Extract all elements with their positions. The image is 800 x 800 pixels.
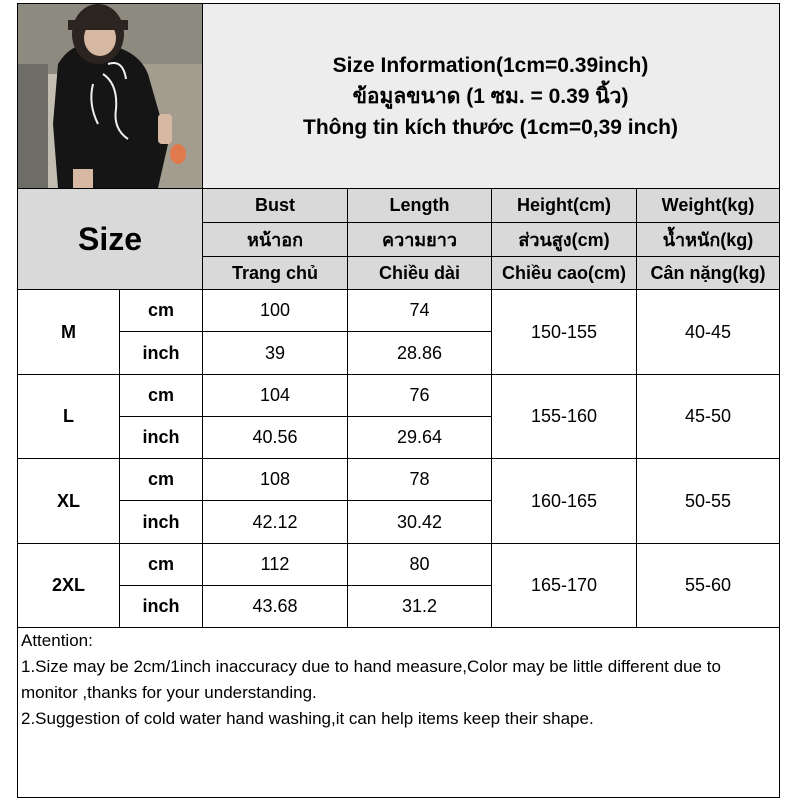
col-length-vi: Chiều dài [348,257,491,289]
unit-label: inch [142,511,180,532]
size-label-xl: XL [56,490,80,511]
col-bust-vi: Trang chủ [203,257,347,289]
table-cell: 40-45 [684,321,732,342]
unit-label: cm [147,385,174,405]
table-cell: 155-160 [530,406,598,426]
unit-label: inch [142,427,180,447]
title-vietnamese: Thông tin kích thước (1cm=0,39 inch) [303,116,678,139]
unit-label: cm [147,554,174,574]
table-cell: 80 [409,554,430,574]
table-cell: 160-165 [530,490,598,511]
product-photo [18,4,202,188]
table-cell: 55-60 [684,575,732,595]
table-cell: 76 [409,385,430,405]
title-english: Size Information(1cm=0.39inch) [332,54,649,77]
unit-label: cm [147,300,174,320]
grid-line [18,374,780,375]
grid-line [18,458,780,459]
table-cell: 50-55 [684,490,732,511]
table-cell: 28.86 [396,342,443,363]
table-cell: 30.42 [396,511,443,532]
size-label-m: M [61,321,76,342]
table-cell: 42.12 [252,511,298,532]
table-cell: 74 [409,300,430,320]
table-cell: 31.2 [401,596,438,616]
col-length-th: ความยาว [348,223,491,256]
col-weight-en: Weight(kg) [637,189,779,222]
grid-line [119,585,492,586]
grid-line [636,188,637,627]
grid-line [119,331,492,332]
col-weight-th: น้ำหนัก(kg) [637,223,779,256]
table-cell: 45-50 [684,406,732,426]
grid-line [18,543,780,544]
grid-line [202,4,203,627]
grid-line [119,289,120,627]
grid-line [119,416,492,417]
grid-line [18,188,780,189]
table-cell: 40.56 [252,427,298,447]
unit-label: inch [142,342,180,363]
grid-line [18,289,780,290]
unit-label: inch [142,596,180,616]
table-cell: 104 [259,385,291,405]
notes-heading: Attention: [21,631,93,650]
grid-line [491,188,492,627]
col-length-en: Length [348,189,491,222]
grid-line [119,500,492,501]
title-block [202,4,779,189]
unit-label: cm [147,469,174,489]
attention-notes [21,628,777,732]
notes-item-1: 1.Size may be 2cm/1inch inaccuracy due to hand measure,Color may be little different due to monitor ,thanks for your understanding. [21,657,726,702]
col-height-vi: Chiều cao(cm) [492,257,636,289]
table-cell: 39 [264,342,286,363]
table-cell: 78 [409,469,430,489]
col-bust-en: Bust [203,189,347,222]
col-weight-vi: Cân nặng(kg) [637,257,779,289]
size-label-l: L [63,406,74,426]
title-thai: ข้อมูลขนาด (1 ซม. = 0.39 นิ้ว) [352,85,629,108]
table-cell: 29.64 [396,427,443,447]
grid-line [347,188,348,627]
size-header: Size [18,189,202,289]
table-cell: 165-170 [530,575,598,595]
table-cell: 43.68 [252,596,298,616]
size-label-2xl: 2XL [51,575,85,595]
table-cell: 108 [259,469,291,489]
col-height-th: ส่วนสูง(cm) [492,223,636,256]
col-height-en: Height(cm) [492,189,636,222]
col-bust-th: หน้าอก [203,223,347,256]
notes-item-2: 2.Suggestion of cold water hand washing,it can help items keep their shape. [21,709,594,728]
product-photo-illustration [18,4,202,188]
table-cell: 100 [259,300,291,320]
table-cell: 112 [260,554,290,574]
table-cell: 150-155 [530,321,598,342]
